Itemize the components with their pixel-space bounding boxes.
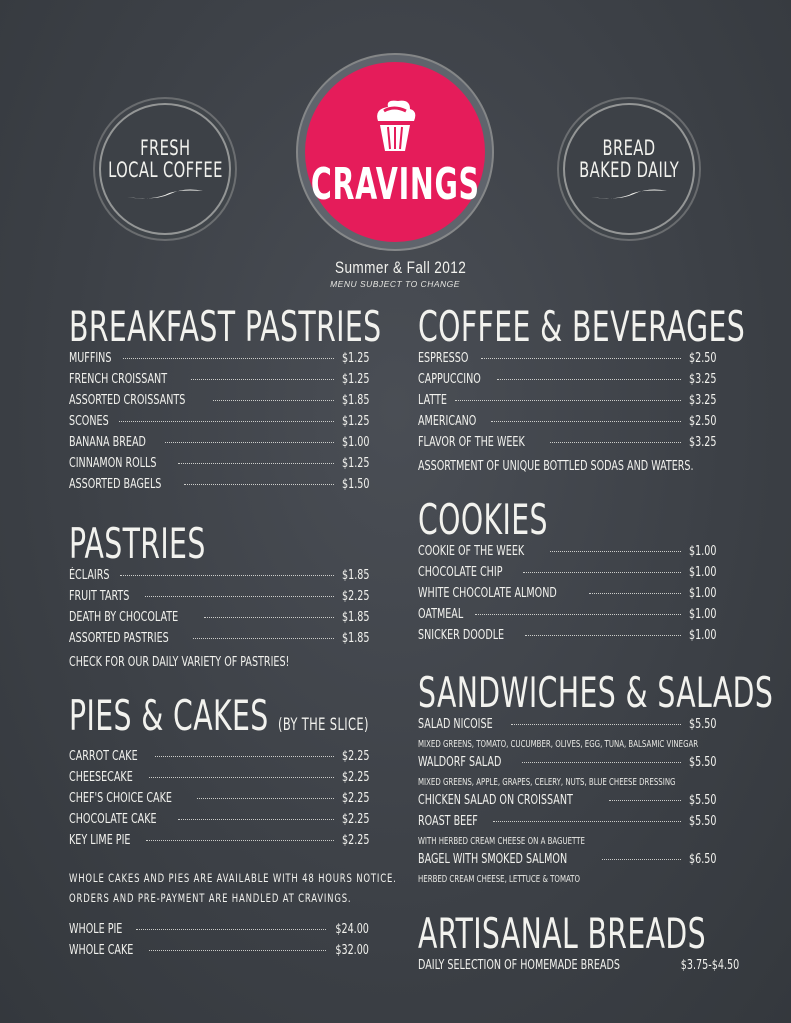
leader-dots [602,859,681,860]
menu-item-price: $1.00 [688,628,716,643]
menu-item-row [69,589,369,610]
menu-item-row [69,631,369,652]
cupcake-icon [364,95,426,157]
menu-item-row [69,833,369,854]
menu-item-price: $2.25 [341,749,369,764]
menu-item-row [418,628,716,649]
menu-item-name: BANANA BREAD [69,435,146,450]
menu-item-row [418,435,716,456]
menu-item-name: DEATH BY CHOCOLATE [69,610,179,625]
leader-dots [550,551,681,552]
menu-item-row [69,943,369,964]
menu-item-row [418,544,716,565]
menu-item-name: SALAD NICOISE [418,717,493,732]
section-title-sandwiches: SANDWICHES & SALADS [418,668,774,717]
menu-item-price: $1.00 [688,607,716,622]
leader-dots [155,756,334,757]
leader-dots [525,635,681,636]
pies-note-line2: ORDERS AND PRE-PAYMENT ARE HANDLED AT CRAVINGS. [69,891,352,905]
leader-dots [123,358,334,359]
leader-dots [523,572,680,573]
season-header [320,258,470,289]
menu-item-price: $1.50 [341,477,369,492]
leader-dots [475,614,680,615]
bread-item-name: DAILY SELECTION OF HOMEMADE BREADS [418,958,620,973]
leader-dots [193,638,334,639]
leader-dots [146,840,334,841]
coffee-list [418,351,716,456]
leader-dots [149,777,334,778]
menu-item-name: CHOCOLATE CHIP [418,565,503,580]
menu-item-price: $1.85 [341,610,369,625]
menu-item-name: CHICKEN SALAD ON CROISSANT [418,793,573,808]
menu-item-price: $5.50 [688,755,716,770]
menu-item-name: SCONES [69,414,109,429]
menu-item-price: $2.25 [341,833,369,848]
menu-item-name: ÉCLAIRS [69,568,110,583]
leader-dots [197,798,334,799]
menu-item-price: $3.25 [688,393,716,408]
badge-right-line1: BREAD [602,136,656,160]
leader-dots [119,421,333,422]
menu-item-price: $2.25 [341,589,369,604]
menu-item-row [418,755,716,776]
menu-item-row [69,456,369,477]
menu-item-name: CARROT CAKE [69,749,138,764]
menu-item-row [418,565,716,586]
menu-item-row [418,717,716,738]
leader-dots [511,724,680,725]
leader-dots [455,400,680,401]
menu-item-price: $1.85 [341,631,369,646]
menu-item-name: CHOCOLATE CAKE [69,812,157,827]
menu-item-name: BAGEL WITH SMOKED SALMON [418,852,568,867]
pies-list [69,749,369,854]
leader-dots [149,950,326,951]
badge-left-line2: LOCAL COFFEE [107,158,223,182]
menu-item-price: $5.50 [688,793,716,808]
bread-item-price: $3.75-$4.50 [681,958,740,973]
pastries-note: CHECK FOR OUR DAILY VARIETY OF PASTRIES! [69,655,290,670]
leader-dots [145,596,334,597]
section-title-breads: ARTISANAL BREADS [418,909,706,958]
coffee-note: ASSORTMENT OF UNIQUE BOTTLED SODAS AND WATERS. [418,459,694,474]
menu-item-row [69,372,369,393]
menu-item-name: COOKIE OF THE WEEK [418,544,525,559]
menu-item-price: $5.50 [688,717,716,732]
pies-title-small: (BY THE SLICE) [277,715,369,735]
leader-dots [609,800,681,801]
menu-item-row [418,814,716,835]
section-title-pastries: PASTRIES [69,519,206,568]
leader-dots [213,400,334,401]
section-title-pies [69,691,369,747]
menu-item-price: $24.00 [335,922,369,937]
menu-item-description: WITH HERBED CREAM CHEESE ON A BAGUETTE [418,836,585,847]
leader-dots [481,358,680,359]
section-title-cookies: COOKIES [418,495,548,544]
menu-item-price: $1.25 [341,351,369,366]
menu-item-name: CHEESECAKE [69,770,133,785]
swoosh-icon [125,187,205,201]
menu-item-name: CHEF'S CHOICE CAKE [69,791,172,806]
leader-dots [589,593,680,594]
menu-item-row [69,477,369,498]
leader-dots [120,575,333,576]
menu-item-row [418,372,716,393]
pies-title: PIES & CAKES [69,691,269,740]
menu-item-description: HERBED CREAM CHEESE, LETTUCE & TOMATO [418,874,580,885]
menu-item-row [69,435,369,456]
menu-item-name: FLAVOR OF THE WEEK [418,435,525,450]
menu-item-row [69,610,369,631]
menu-item-row [418,793,716,814]
menu-item-price: $2.50 [688,414,716,429]
menu-item-price: $3.25 [688,435,716,450]
cravings-logo [305,62,485,242]
menu-item-row [418,393,716,414]
menu-item-name: WALDORF SALAD [418,755,502,770]
swoosh-icon [589,187,669,201]
menu-item-name: FRENCH CROISSANT [69,372,168,387]
leader-dots [165,442,334,443]
menu-item-row [69,749,369,770]
menu-item-row [69,791,369,812]
menu-item-name: WHITE CHOCOLATE ALMOND [418,586,557,601]
leader-dots [191,379,334,380]
menu-item-name: FRUIT TARTS [69,589,130,604]
season-subtitle: MENU SUBJECT TO CHANGE [330,279,460,289]
leader-dots [204,617,333,618]
menu-item-price: $2.50 [688,351,716,366]
pastries-list [69,568,369,652]
menu-item-price: $1.85 [341,568,369,583]
leader-dots [178,463,334,464]
leader-dots [136,929,326,930]
badge-bread-daily [563,103,695,235]
breakfast-list [69,351,369,498]
menu-item-row [69,812,369,833]
menu-item-price: $1.25 [341,456,369,471]
menu-item-name: AMERICANO [418,414,477,429]
menu-item-price: $32.00 [335,943,369,958]
menu-item-price: $2.25 [341,812,369,827]
menu-item-row [69,568,369,589]
menu-item-price: $1.00 [341,435,369,450]
leader-dots [550,442,680,443]
leader-dots [522,762,681,763]
menu-item-name: CINNAMON ROLLS [69,456,157,471]
menu-item-name: ASSORTED BAGELS [69,477,162,492]
menu-item-name: SNICKER DOODLE [418,628,505,643]
left-column [69,302,397,964]
menu-item-row [69,351,369,372]
menu-item-row [418,586,716,607]
menu-item-name: WHOLE CAKE [69,943,134,958]
menu-item-row [418,351,716,372]
leader-dots [178,819,334,820]
whole-list [69,922,369,964]
menu-item-price: $6.50 [688,852,716,867]
leader-dots [184,484,334,485]
menu-item-row [69,414,369,435]
menu-item-price: $1.00 [688,565,716,580]
badge-right-line2: BAKED DAILY [579,158,680,182]
menu-item-row [69,922,369,943]
menu-item-price: $1.00 [688,586,716,601]
season-title: Summer & Fall 2012 [335,258,467,277]
right-column [418,302,774,979]
menu-item-price: $5.50 [688,814,716,829]
menu-item-name: ASSORTED PASTRIES [69,631,169,646]
menu-item-price: $1.85 [341,393,369,408]
badge-left-line1: FRESH [139,136,191,160]
menu-item-row [418,852,716,873]
menu-item-row [418,414,716,435]
sandwiches-list [418,717,716,890]
menu-item-price: $3.25 [688,372,716,387]
menu-item-price: $1.25 [341,372,369,387]
menu-item-name: LATTE [418,393,447,408]
section-title-coffee: COFFEE & BEVERAGES [418,302,746,351]
menu-item-row [418,958,740,979]
leader-dots [497,379,681,380]
menu-item-description: MIXED GREENS, TOMATO, CUCUMBER, OLIVES, EGG, TUNA, BALSAMIC VINEGAR [418,739,699,750]
leader-dots [493,821,681,822]
badge-fresh-coffee [99,103,231,235]
menu-item-name: ROAST BEEF [418,814,478,829]
menu-item-price: $2.25 [341,791,369,806]
menu-item-name: KEY LIME PIE [69,833,131,848]
menu-item-price: $1.25 [341,414,369,429]
pies-note-line1: WHOLE CAKES AND PIES ARE AVAILABLE WITH 48 HOURS NOTICE. [69,871,397,885]
section-title-breakfast: BREAKFAST PASTRIES [69,302,382,351]
menu-item-name: ESPRESSO [418,351,469,366]
menu-item-price: $1.00 [688,544,716,559]
menu-item-row [69,770,369,791]
menu-item-name: WHOLE PIE [69,922,123,937]
leader-dots [491,421,680,422]
menu-item-price: $2.25 [341,770,369,785]
cookies-list [418,544,716,649]
menu-item-description: MIXED GREENS, APPLE, GRAPES, CELERY, NUTS, BLUE CHEESE DRESSING [418,777,676,788]
menu-item-name: CAPPUCCINO [418,372,481,387]
brand-name: CRAVINGS [310,158,480,210]
menu-item-row [418,607,716,628]
menu-item-name: ASSORTED CROISSANTS [69,393,186,408]
menu-item-row [69,393,369,414]
menu-item-name: OATMEAL [418,607,464,622]
menu-item-name: MUFFINS [69,351,112,366]
